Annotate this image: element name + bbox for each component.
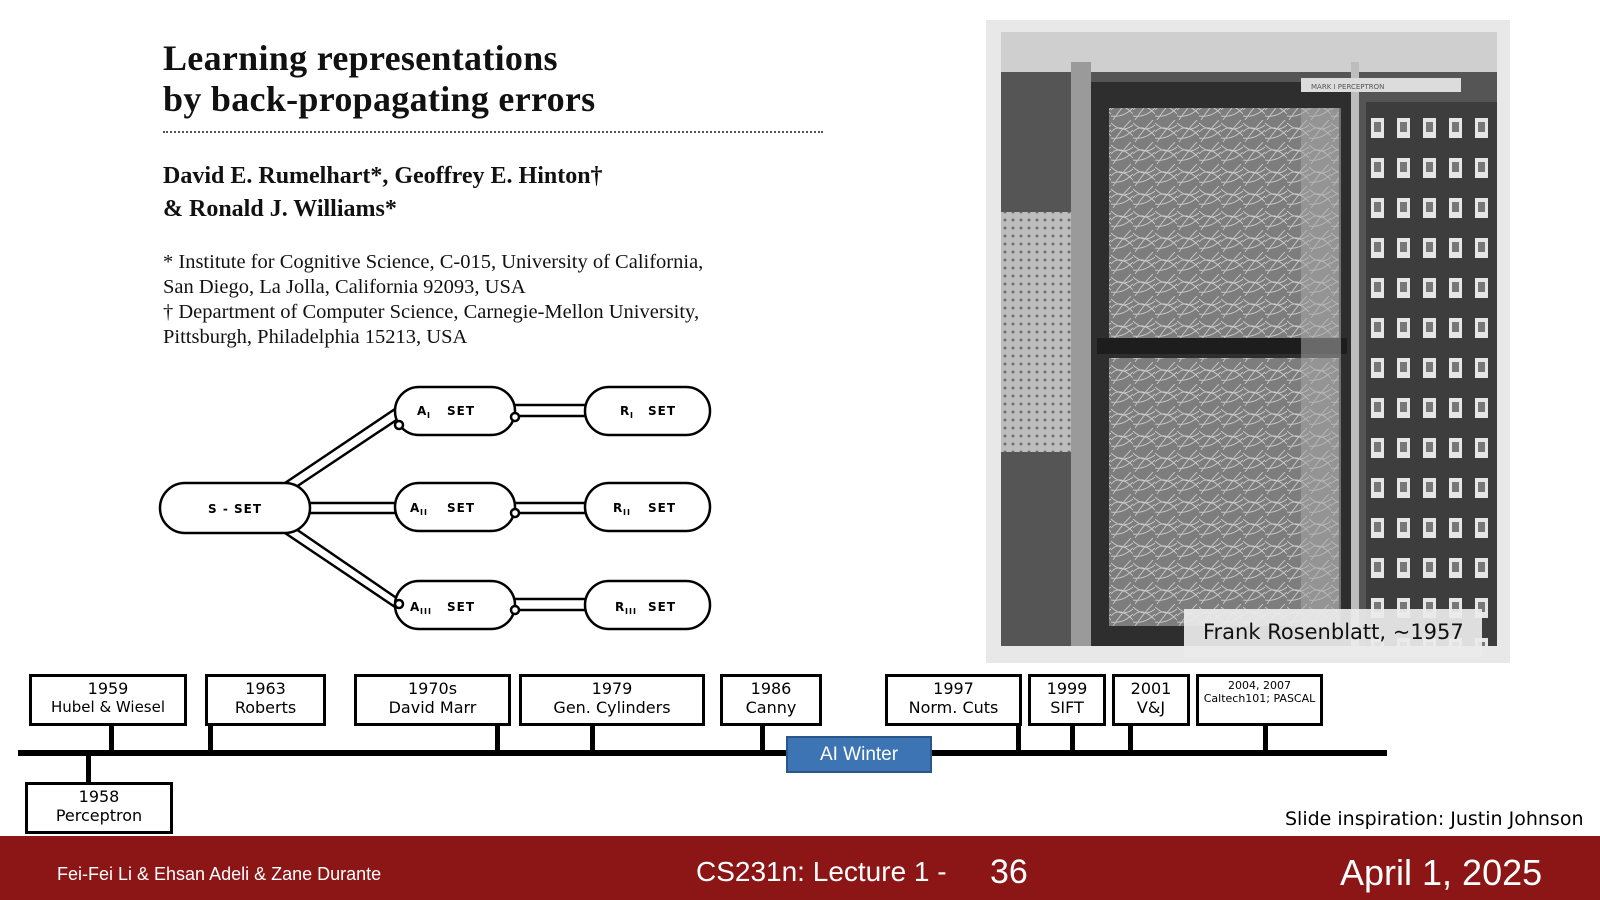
- event-label: Caltech101; PASCAL: [1203, 692, 1316, 705]
- a2-letter: A: [410, 501, 421, 515]
- paper-title-line-2: by back-propagating errors: [163, 79, 596, 119]
- ai-winter-label: AI Winter: [786, 736, 932, 773]
- timeline-event-1959: [29, 674, 187, 726]
- timeline-event-1999: [1028, 674, 1106, 726]
- timeline-axis: [18, 750, 1387, 756]
- event-label: Hubel & Wiesel: [50, 698, 166, 716]
- affiliation-line-1: * Institute for Cognitive Science, C-015, University of California,: [163, 251, 704, 273]
- timeline-event-2001: [1112, 674, 1190, 726]
- event-year: 1986: [750, 679, 792, 698]
- photo-plate-text: MARK I PERCEPTRON: [1311, 83, 1385, 91]
- footer-page-number: 36: [990, 853, 1028, 891]
- event-label: SIFT: [1050, 698, 1084, 717]
- r2-set-word: SET: [648, 501, 677, 515]
- a3-sub: III: [420, 607, 432, 616]
- perceptron-photo: [1001, 32, 1497, 646]
- s-set-label: S - SET: [208, 502, 263, 516]
- r1-sub: I: [630, 411, 634, 420]
- event-label: Norm. Cuts: [908, 698, 999, 717]
- r2-letter: R: [613, 501, 624, 515]
- event-year: 1963: [245, 679, 286, 698]
- affiliation-line-3: † Department of Computer Science, Carnegie-Mellon University,: [163, 301, 700, 323]
- paper-title: [163, 38, 596, 120]
- paper-affiliations: [163, 250, 703, 350]
- paper-authors: [163, 160, 603, 226]
- timeline-tick: [495, 726, 500, 752]
- footer-course: CS231n: Lecture 1 -: [696, 856, 947, 887]
- r3-sub: III: [625, 607, 637, 616]
- timeline-tick: [1070, 726, 1075, 752]
- timeline-event-1986: [720, 674, 822, 726]
- event-label: Canny: [745, 698, 797, 717]
- perceptron-diagram: [155, 385, 725, 645]
- timeline-tick: [109, 726, 114, 752]
- event-year: 1958: [78, 787, 120, 806]
- event-label: Gen. Cylinders: [553, 698, 671, 717]
- a2-set-word: SET: [447, 501, 476, 515]
- paper-authors-line-1: David E. Rumelhart*, Geoffrey E. Hinton†: [163, 163, 603, 189]
- paper-title-line-1: Learning representations: [163, 38, 558, 78]
- timeline-event-1970s: [354, 674, 511, 726]
- r3-set-word: SET: [648, 600, 677, 614]
- r3-letter: R: [615, 600, 626, 614]
- photo-caption: Frank Rosenblatt, ~1957: [1203, 620, 1464, 644]
- a3-set-word: SET: [447, 600, 476, 614]
- timeline-tick: [1128, 726, 1133, 752]
- a2-sub: II: [420, 508, 428, 517]
- event-year: 1959: [87, 679, 129, 698]
- event-year: 1979: [591, 679, 633, 698]
- event-label: V&J: [1136, 698, 1166, 717]
- footer-authors: Fei-Fei Li & Ehsan Adeli & Zane Durante: [57, 864, 382, 884]
- event-year: 2004, 2007: [1228, 679, 1291, 692]
- timeline-tick: [1016, 726, 1021, 752]
- a3-letter: A: [410, 600, 421, 614]
- event-year: 1997: [933, 679, 974, 698]
- r2-sub: II: [623, 508, 631, 517]
- r1-set-word: SET: [648, 404, 677, 418]
- timeline-event-1963: [205, 674, 326, 726]
- event-year: 2001: [1130, 679, 1172, 698]
- timeline-event-2004-2007: [1196, 674, 1323, 726]
- a1-set-word: SET: [447, 404, 476, 418]
- a1-letter: A: [417, 404, 428, 418]
- timeline-tick: [760, 726, 765, 752]
- event-year: 1999: [1046, 679, 1088, 698]
- timeline-tick: [1263, 726, 1268, 752]
- affiliation-line-2: San Diego, La Jolla, California 92093, USA: [163, 276, 526, 298]
- footer-date: April 1, 2025: [1340, 852, 1543, 893]
- scan-rule: [163, 131, 823, 136]
- timeline-event-1979: [519, 674, 705, 726]
- affiliation-line-4: Pittsburgh, Philadelphia 15213, USA: [163, 326, 468, 348]
- perceptron-photo-drawing: [1001, 32, 1497, 646]
- timeline-tick: [590, 726, 595, 752]
- timeline-tick-below: [86, 754, 91, 784]
- event-label: David Marr: [388, 698, 477, 717]
- r1-letter: R: [620, 404, 631, 418]
- timeline-event-1997: [885, 674, 1022, 726]
- paper-authors-line-2: & Ronald J. Williams*: [163, 196, 397, 222]
- timeline-tick: [208, 726, 213, 752]
- event-label: Roberts: [234, 698, 297, 717]
- a1-sub: I: [427, 411, 431, 420]
- event-label: Perceptron: [55, 806, 143, 825]
- timeline-event-1958: [25, 782, 173, 834]
- slide-credit: Slide inspiration: Justin Johnson: [1285, 808, 1584, 830]
- event-year: 1970s: [407, 679, 458, 698]
